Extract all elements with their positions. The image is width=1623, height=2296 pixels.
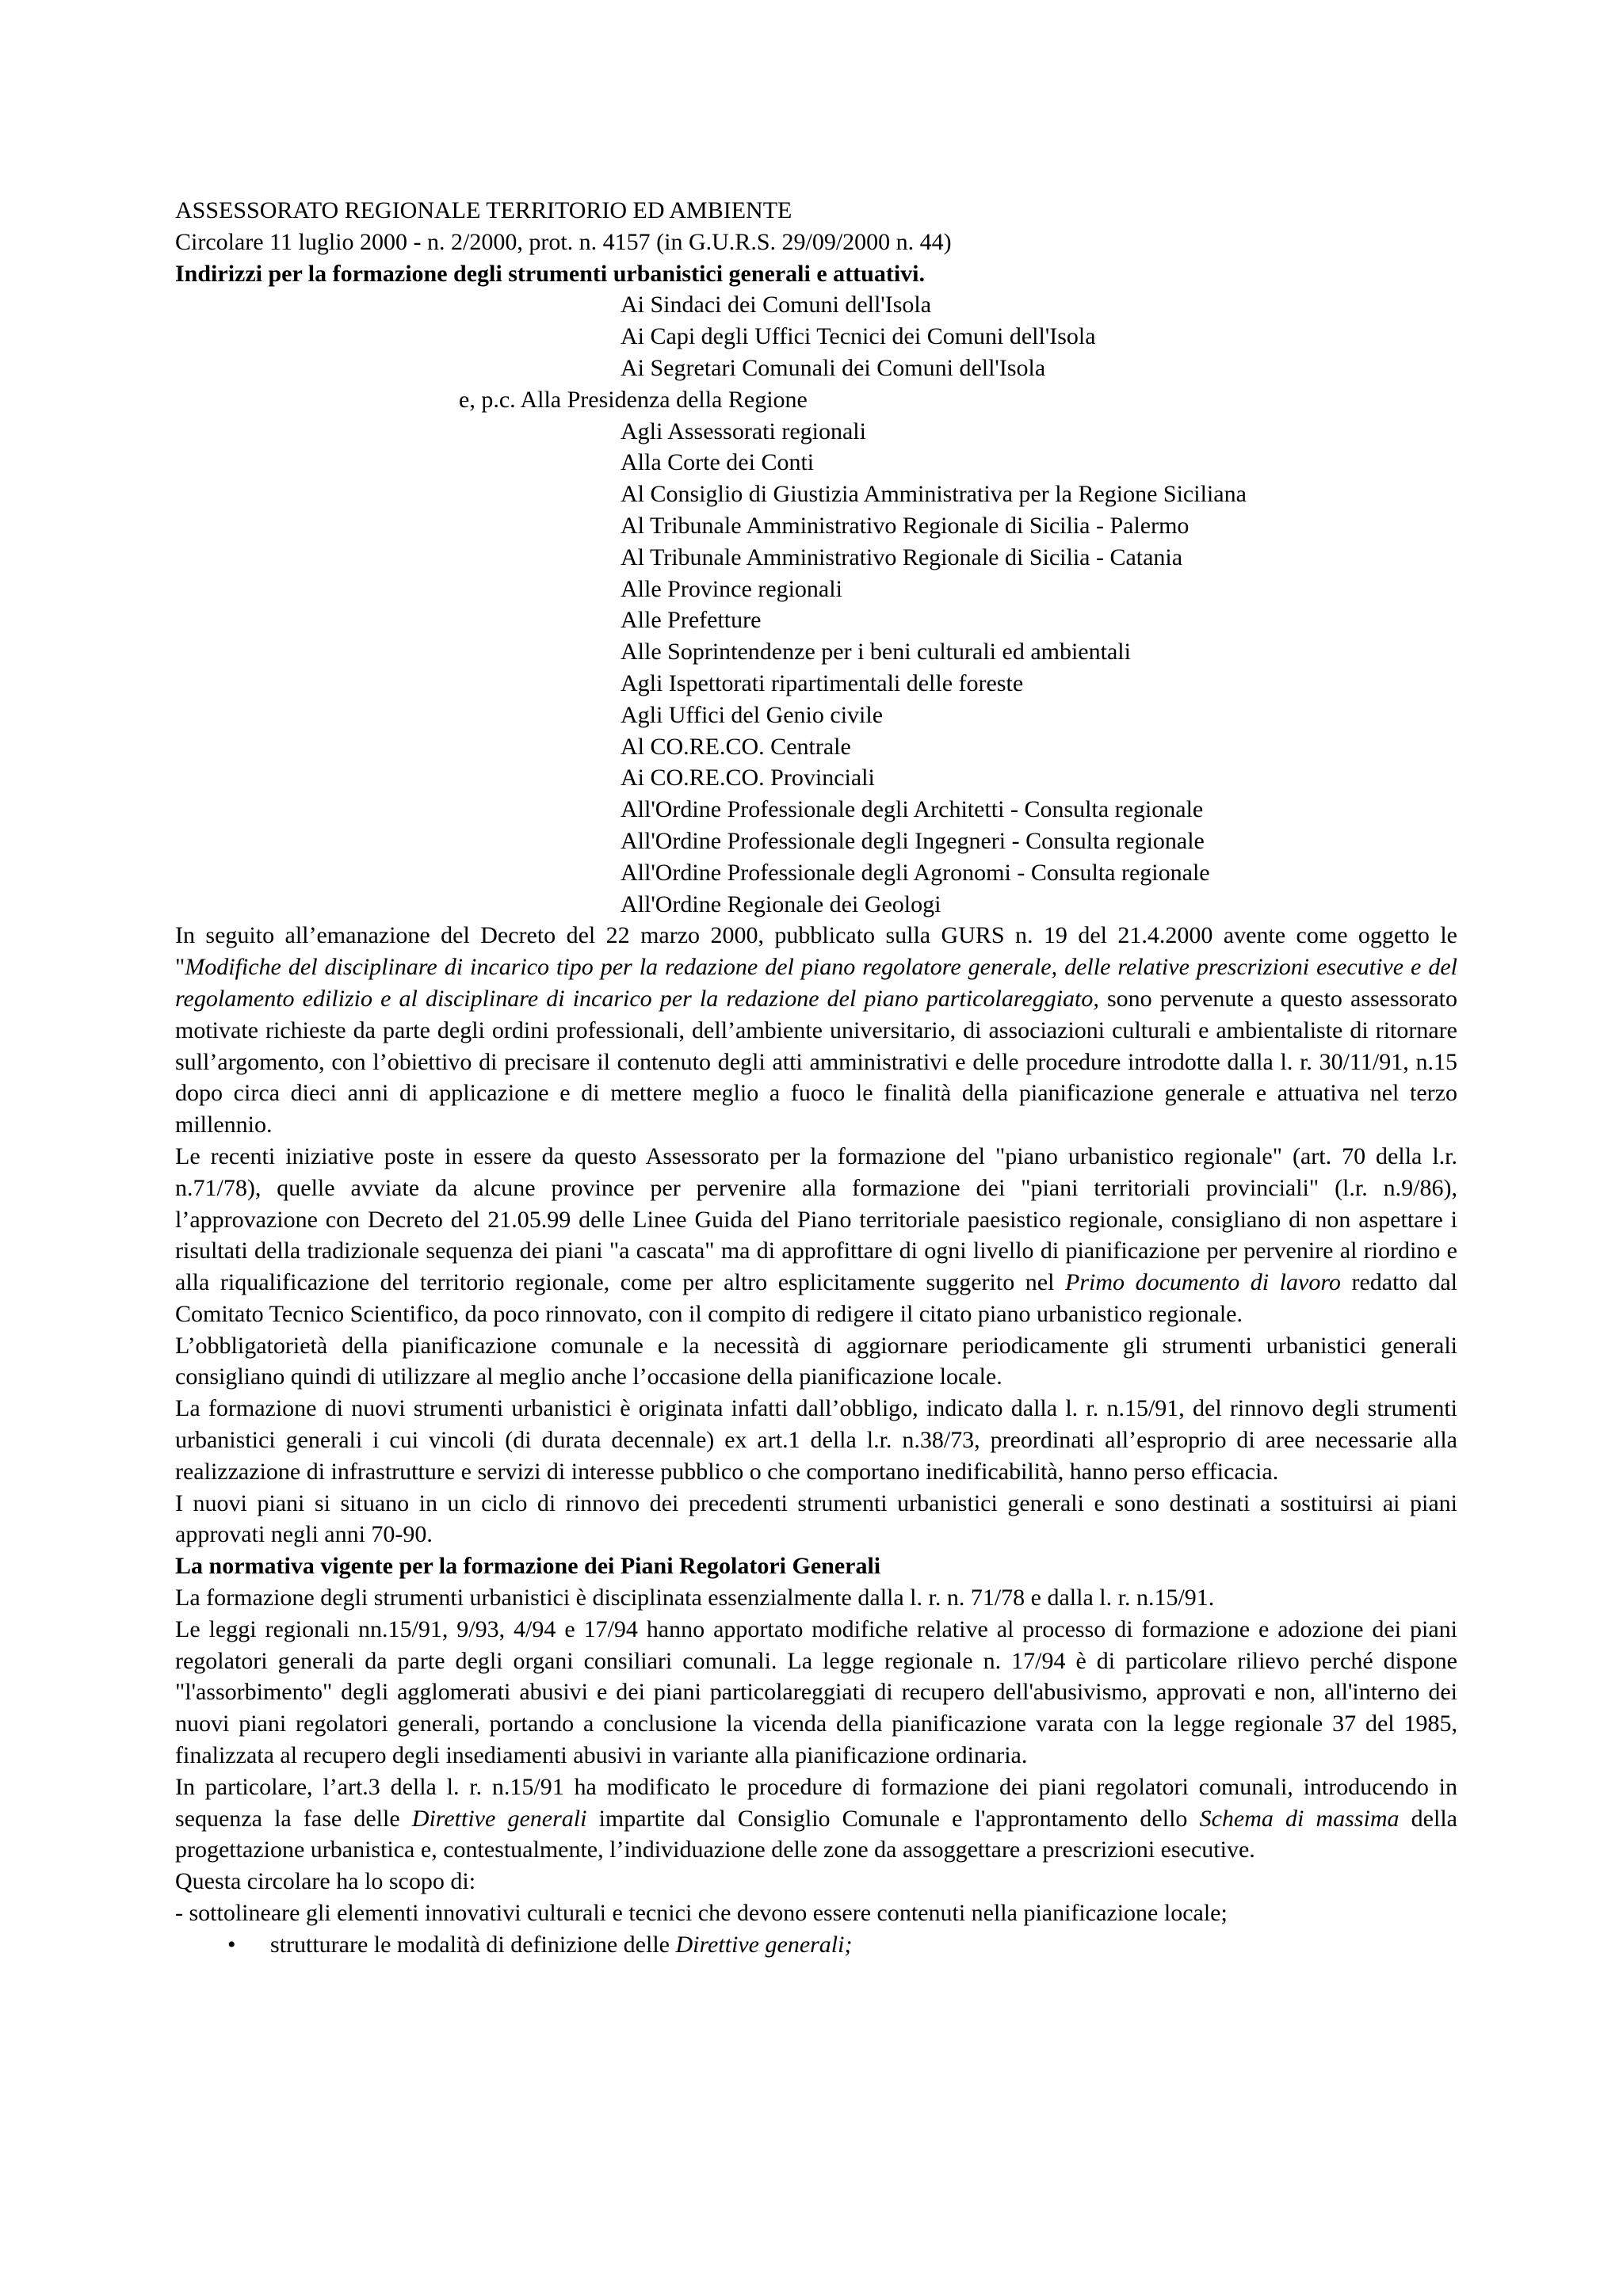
recipient: Alla Corte dei Conti	[621, 449, 815, 476]
recipient: All'Ordine Regionale dei Geologi	[621, 891, 941, 917]
paragraph-italic-text: Primo documento di lavoro	[1065, 1269, 1341, 1296]
recipient: Agli Uffici del Genio civile	[621, 701, 884, 728]
recipient: Alle Prefetture	[621, 607, 762, 634]
paragraph-discipline: La formazione degli strumenti urbanistici è disciplinata essenzialmente dalla l. r. n. 71/78 e dalla l. r. n.15/91.	[175, 1585, 1215, 1611]
paragraph-text: redatto dal Comitato Tecnico Scientifico, da poco rinnovato, con il compito di redigere il citato piano urbanistico regionale.	[175, 1269, 1457, 1327]
list-item-text: strutturare le modalità di definizione delle	[270, 1931, 676, 1958]
paragraph-obligation: L’obbligatorietà della pianificazione comunale e la necessità di aggiornare periodicamente gli strumenti urbanistici generali consigliano quindi di utilizzare al meglio anche l’occasione della pianificazione locale.	[175, 1332, 1457, 1390]
recipient: Al Tribunale Amministrativo Regionale di Sicilia - Catania	[621, 543, 1183, 570]
recipient: Ai Capi degli Uffici Tecnici dei Comuni dell'Isola	[621, 323, 1096, 350]
bullet-icon: •	[227, 1931, 236, 1958]
paragraph-art3	[175, 1772, 1457, 1866]
paragraph-text: In seguito all’emanazione del Decreto del 22 marzo 2000, pubblicato sulla GURS n. 19 del 21.4.2000 avente come oggetto le "	[175, 922, 1457, 981]
recipient: Agli Ispettorati ripartimentali delle foreste	[621, 669, 1024, 696]
paragraph-text: sono pervenute a questo assessorato motivate richieste da parte degli ordini professionali, dell’ambiente universitario, di associazioni culturali e ambientaliste di ritornare sull’argomento, con l’obiettivo di precisare il contenuto degli atti amministrativi e delle procedure introdotte dalla l. r. 30/11/91, n.15 dopo circa dieci anni di applicazione e di mettere meglio a fuoco le finalità della pianificazione generale e attuativa nel terzo millennio.	[175, 985, 1457, 1138]
recipient-pc-line: e, p.c. Alla Presidenza della Regione	[459, 386, 808, 413]
recipient: Ai Segretari Comunali dei Comuni dell'Isola	[621, 354, 1046, 381]
paragraph-text: In particolare, l’art.3 della l. r. n.15/91 ha modificato le procedure di formazione dei piani regolatori comunali, introducendo in sequenza la fase delle	[175, 1773, 1457, 1832]
issuing-office: ASSESSORATO REGIONALE TERRITORIO ED AMBIENTE	[175, 197, 792, 223]
recipient: Alle Soprintendenze per i beni culturali ed ambientali	[621, 639, 1131, 666]
document-page	[175, 195, 1457, 1961]
recipient: All'Ordine Professionale degli Agronomi - Consulta regionale	[621, 859, 1210, 886]
recipient: All'Ordine Professionale degli Ingegneri - Consulta regionale	[621, 827, 1205, 854]
recipient: Al CO.RE.CO. Centrale	[621, 733, 851, 760]
recipients-list	[175, 289, 1457, 920]
list-item-dash: - sottolineare gli elementi innovativi culturali e tecnici che devono essere contenuti nella pianificazione locale;	[175, 1900, 1228, 1927]
recipient: Al Tribunale Amministrativo Regionale di Sicilia - Palermo	[621, 512, 1190, 539]
recipient: All'Ordine Professionale degli Architetti - Consulta regionale	[621, 796, 1204, 823]
paragraph-text: della progettazione urbanistica e, contestualmente, l’individuazione delle zone da assoggettare a prescrizioni esecutive.	[175, 1805, 1457, 1863]
paragraph-italic-text: Direttive generali	[411, 1805, 587, 1832]
paragraph-italic-text: Modifiche del disciplinare di incarico tipo per la redazione del piano regolatore generale, delle relative prescrizioni esecutive e del regolamento edilizio e al disciplinare di incarico per la redazione del piano particolareggiato,	[175, 954, 1457, 1012]
paragraph-text: Le recenti iniziative poste in essere da questo Assessorato per la formazione del "piano urbanistico regionale" (art. 70 della l.r. n.71/78), quelle avviate da alcune province per pervenire alla formazione dei "piani territoriali provinciali" (l.r. n.9/86), l’approvazione con Decreto del 21.05.99 delle Linee Guida del Piano territoriale paesistico regionale, consigliano di non aspettare i risultati della tradizionale sequenza dei piani "a cascata" ma di approfittare di ogni livello di pianificazione per pervenire al riordino e alla riqualificazione del territorio regionale, come per altro esplicitamente suggerito nel	[175, 1142, 1457, 1296]
paragraph-new-instruments: La formazione di nuovi strumenti urbanistici è originata infatti dall’obbligo, indicato dalla l. r. n.15/91, del rinnovo degli strumenti urbanistici generali i cui vincoli (di durata decennale) ex art.1 della l.r. n.38/73, preordinati all’esproprio di aree necessarie alla realizzazione di infrastrutture e servizi di interesse pubblico o che comportano inedificabilità, hanno perso efficacia.	[175, 1395, 1457, 1485]
document-title: Indirizzi per la formazione degli strumenti urbanistici generali e attuativi.	[175, 260, 925, 287]
recipient: Ai CO.RE.CO. Provinciali	[621, 765, 875, 791]
paragraph-intro	[175, 920, 1457, 1141]
paragraph-new-plans: I nuovi piani si situano in un ciclo di rinnovo dei precedenti strumenti urbanistici generali e sono destinati a sostituirsi ai piani approvati negli anni 70-90.	[175, 1489, 1457, 1548]
paragraph-text: impartite dal Consiglio Comunale e l'approntamento dello	[586, 1805, 1200, 1832]
list-item-italic-text: Direttive generali;	[675, 1931, 853, 1958]
paragraph-scope: Questa circolare ha lo scopo di:	[175, 1868, 476, 1895]
paragraph-initiatives	[175, 1141, 1457, 1330]
recipient: Al Consiglio di Giustizia Amministrativa per la Regione Siciliana	[621, 481, 1247, 508]
circular-reference: Circolare 11 luglio 2000 - n. 2/2000, prot. n. 4157 (in G.U.R.S. 29/09/2000 n. 44)	[175, 228, 952, 255]
recipient: Ai Sindaci dei Comuni dell'Isola	[621, 292, 932, 318]
paragraph-regional-laws: Le leggi regionali nn.15/91, 9/93, 4/94 e 17/94 hanno apportato modifiche relative al processo di formazione e adozione dei piani regolatori generali da parte degli organi consiliari comunali. La legge regionale n. 17/94 è di particolare rilievo perché dispone "l'assorbimento" degli agglomerati abusivi e dei piani particolareggiati di recupero dell'abusivismo, approvati e non, all'interno dei nuovi piani regolatori generali, portando a conclusione la vicenda della pianificazione varata con la legge regionale 37 del 1985, finalizzata al recupero degli insediamenti abusivi in variante alla pianificazione ordinaria.	[175, 1615, 1457, 1769]
paragraph-italic-text: Schema di massima	[1199, 1805, 1400, 1832]
recipient: Agli Assessorati regionali	[621, 418, 866, 444]
list-item-bullet	[175, 1929, 1457, 1961]
section-heading: La normativa vigente per la formazione dei Piani Regolatori Generali	[175, 1553, 881, 1580]
recipient: Alle Province regionali	[621, 575, 842, 602]
